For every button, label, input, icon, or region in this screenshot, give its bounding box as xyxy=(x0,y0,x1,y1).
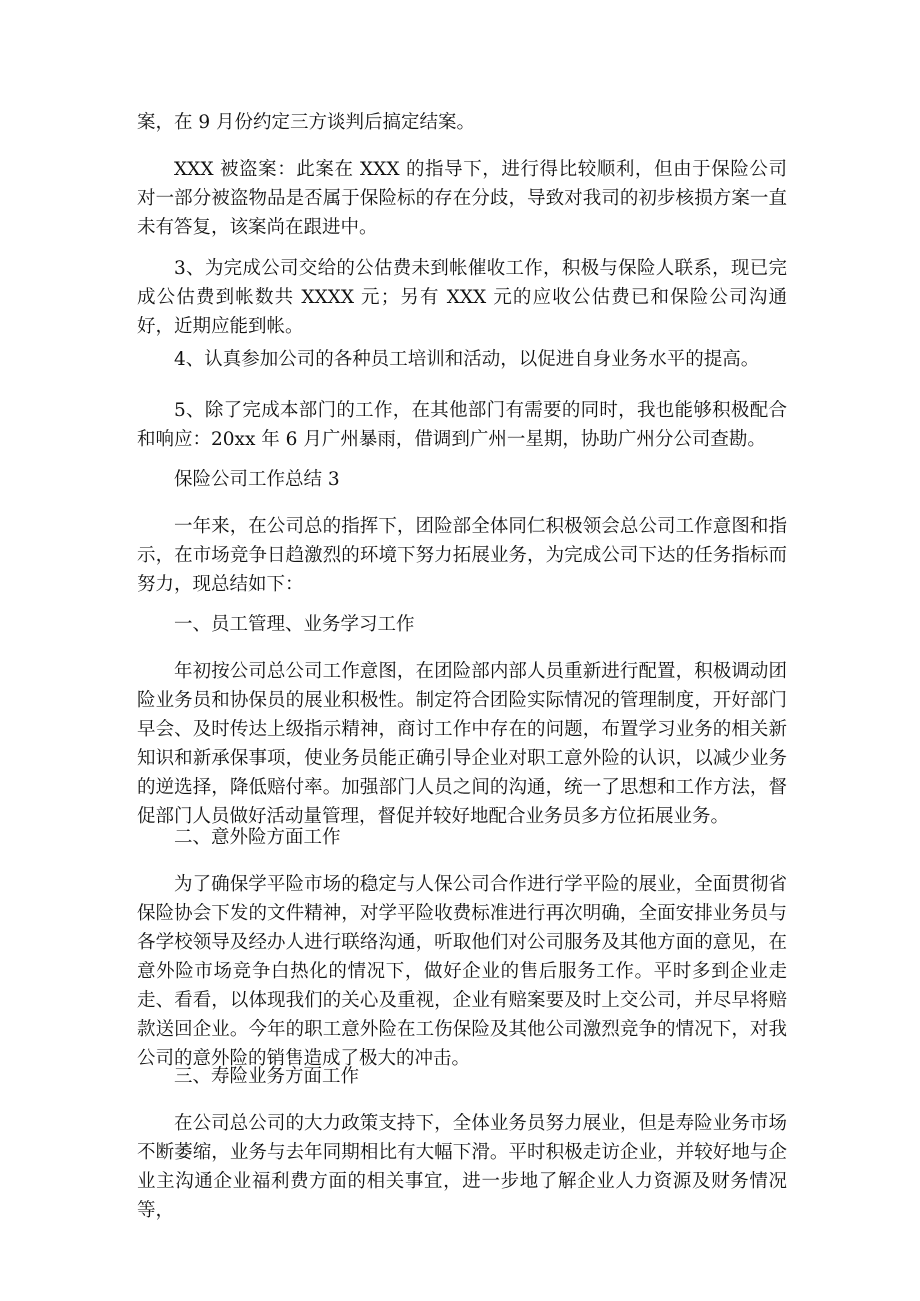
paragraph-continuation: 案，在 9 月份约定三方谈判后搞定结案。 xyxy=(137,112,476,133)
heading-accident-insurance: 二、意外险方面工作 xyxy=(174,827,341,848)
paragraph-staff-management: 年初按公司总公司工作意图，在团险部内部人员重新进行配置，积极调动团险业务员和协保员的展业积极性。制定符合团险实际情况的管理制度，开好部门早会、及时传达上级指示精神，商讨工作中存在的问题，布置学习业务的相关新知识和新承保事项，使业务员能正确引导企业对职工意外险的认识，以减少业务的逆选择，降低赔付率。加强部门人员之间的沟通，统一了思想和工作方法，督促部门人员做好活动量管理，督促并较好地配合业务员多方位拓展业务。 xyxy=(137,661,787,827)
heading-staff-management: 一、员工管理、业务学习工作 xyxy=(174,614,415,635)
paragraph-item-4: 4、认真参加公司的各种员工培训和活动，以促进自身业务水平的提高。 xyxy=(174,349,760,370)
paragraph-item-5: 5、除了完成本部门的工作，在其他部门有需要的同时，我也能够积极配合和响应：20xx 年 6 月广州暴雨，借调到广州一星期，协助广州分公司查勘。 xyxy=(137,400,787,450)
paragraph-life-insurance: 在公司总公司的大力政策支持下，全体业务员努力展业，但是寿险业务市场不断萎缩，业务与去年同期相比有大幅下滑。平时积极走访企业，并较好地与企业主沟通企业福利费方面的相关事宜，进一步地了解企业人力资源及财务情况等， xyxy=(137,1113,787,1221)
paragraph-theft-case: XXX 被盗案：此案在 XXX 的指导下，进行得比较顺利，但由于保险公司对一部分被盗物品是否属于保险标的存在分歧，导致对我司的初步核损方案一直未有答复，该案尚在跟进中。 xyxy=(137,159,787,238)
paragraph-item-3: 3、为完成公司交给的公估费未到帐催收工作，积极与保险人联系，现已完成公估费到帐数共 XXXX 元；另有 XXX 元的应收公估费已和保险公司沟通好，近期应能到帐。 xyxy=(137,258,787,337)
paragraph-intro: 一年来，在公司总的指挥下，团险部全体同仁积极领会总公司工作意图和指示，在市场竞争日趋激烈的环境下努力拓展业务，为完成公司下达的任务指标而努力，现总结如下： xyxy=(137,516,787,595)
section-title: 保险公司工作总结 3 xyxy=(174,469,340,490)
paragraph-accident-insurance: 为了确保学平险市场的稳定与人保公司合作进行学平险的展业，全面贯彻省保险协会下发的文件精神，对学平险收费标准进行再次明确，全面安排业务员与各学校领导及经办人进行联络沟通，听取他们对公司服务及其他方面的意见，在意外险市场竞争白热化的情况下，做好企业的售后服务工作。平时多到企业走走、看看，以体现我们的关心及重视，企业有赔案要及时上交公司，并尽早将赔款送回企业。今年的职工意外险在工伤保险及其他公司激烈竞争的情况下，对我公司的意外险的销售造成了极大的冲击。 xyxy=(137,874,787,1069)
heading-life-insurance: 三、寿险业务方面工作 xyxy=(174,1066,360,1087)
